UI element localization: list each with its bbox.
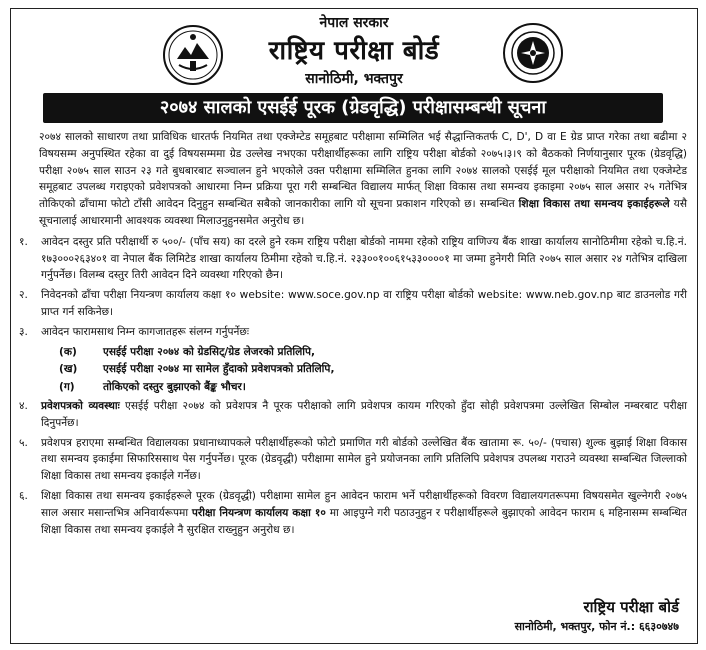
list-item-4 — [19, 398, 687, 432]
attachment-item-kha — [59, 361, 687, 378]
intro-paragraph — [39, 129, 687, 230]
item-bold: परीक्षा नियन्त्रण कार्यालय कक्षा १० — [191, 506, 326, 519]
attachment-item-ka — [59, 344, 687, 361]
item-number: ५. — [19, 436, 28, 449]
item-number: २. — [19, 289, 28, 302]
board-location: सानोठिमी, भक्तपुर — [305, 71, 403, 87]
notice-title-banner: २०७४ सालको एसईई पूरक (ग्रेडवृद्धि) परीक्षासम्बन्धी सूचना — [43, 93, 663, 123]
attachment-text: एसईई परीक्षा २०७४ को ग्रेडसिट्/ग्रेड लेजरको प्रतिलिपि, — [103, 345, 316, 358]
list-item-6 — [19, 488, 687, 538]
item-text: निवेदनको ढाँचा परीक्षा नियन्त्रण कार्यालय कक्षा १० website: www.soce.gov.np वा राष्ट्रिय परीक्षा बोर्डको website: www.neb.gov.np बाट डाउनलोड गरी प्राप्त गर्न सकिनेछ। — [41, 289, 687, 318]
item-number: ६. — [19, 489, 28, 502]
notice-body — [19, 129, 687, 541]
item-number: ३. — [19, 325, 28, 338]
item-number: ४. — [19, 399, 28, 412]
government-label: नेपाल सरकार — [319, 15, 389, 31]
attachment-text: तोकिएको दस्तुर बुझाएको बैंङ्क भौचर। — [103, 381, 246, 394]
item-text — [41, 488, 687, 538]
attachment-label: (ख) — [59, 363, 78, 376]
intro-bold: शिक्षा विकास तथा समन्वय इकाईहरूले — [518, 198, 670, 211]
list-item-2 — [19, 287, 687, 321]
item-text: आवेदन दस्तुर प्रति परीक्षार्थी रु ५००/- (पाँच सय) का दरले हुने रकम राष्ट्रिय परीक्षा बोर्डको नाममा रहेको राष्ट्रिय वाणिज्य बैंक शाखा कार्यालय सानोठिमीमा रहेको च.हि.नं. १७३०००२६३४०१ वा नेपाल बैंक लिमिटेड शाखा कार्यालय ठिमीमा रहेको च.हि.नं. २३३००१००६१५३३००००१ मा जम्मा हुनेगरी मिति २०७५ साल असार २४ गतेभित्र दाखिला गर्नुपर्नेछ। विलम्ब दस्तुर तिरी आवेदन दिने व्यवस्था गरिएको छैन। — [41, 235, 687, 282]
item-body-1: शिक्षा विकास तथा समन्वय इकाईहरूले पूरक (ग्रेडवृद्धी) परीक्षामा सामेल हुन आवेदन फाराम भर्ने परीक्षार्थीहरूको विवरण विद्यालयगतरूपमा विषयसमेत खुल्नेगरी २०७५ साल असार मसान्तभित्र अनिवार्यरूपमा — [41, 489, 687, 519]
item-body: एसईई परीक्षा २०७४ को प्रवेशपत्र नै पूरक परीक्षाको लागि प्रवेशपत्र कायम गरिएको हुँदा सोही प्रवेशपत्रमा उल्लेखित सिम्बोल नम्बरबाट परीक्षा दिनुपर्नेछ। — [41, 399, 687, 429]
item-text — [41, 398, 687, 432]
footer-board-name: राष्ट्रिय परीक्षा बोर्ड — [583, 598, 679, 616]
item-text: आवेदन फारामसाथ निम्न कागजातहरू संलग्न गर्नुपर्नेछः — [41, 325, 249, 338]
attachment-item-ga — [59, 379, 687, 396]
attachment-label: (क) — [59, 345, 77, 358]
footer-address: सानोठिमी, भक्तपुर, फोन नं.: ६६३०७४७ — [514, 620, 679, 633]
list-item-5 — [19, 435, 687, 485]
intro-text-1: २०७४ सालको साधारण तथा प्राविधिक धारतर्फ नियमित तथा एक्जेम्टेड समूहबाट परीक्षामा सम्मिलित भई सैद्धान्तिकतर्फ C, D', D वा E ग्रेड प्राप्त गरेका तथा बढीमा २ विषयसम्म अनुपस्थित रहेका वा दुई विषयसम्ममा ग्रेड उल्लेख नभएका परीक्षार्थीहरूका लागि राष्ट्रिय परीक्षा बोर्डको २०७५।३।९ को बैठकको निर्णयानुसार पूरक (ग्रेडवृद्धि) परीक्षा २०७५ साल साउन २३ गते बुधबारबाट सञ्चालन हुने भएकोले उक्त परीक्षामा सम्मिलित हुनका लागि २०७४ सालको एसईई मूल परीक्षाको नियमित तथा एक्जेम्टेड समूहबाट उपलब्ध गराइएको प्रवेशपत्रको आधारमा निम्न प्रक्रिया पूरा गरी सम्बन्धित विद्यालय मार्फत् शिक्षा विकास तथा समन्वय इकाइमा २०७५ साल असार २५ गतेभित्र तोकिएको ढाँचामा फोटो टाँसी आवेदन दिनुहुन सम्बन्धित सबैको जानकारीका लागि यो सूचना प्रकाशन गरिएको छ। सम्बन्धित — [39, 131, 687, 211]
attachment-label: (ग) — [59, 381, 75, 394]
board-title: राष्ट्रिय परीक्षा बोर्ड — [268, 36, 440, 66]
item-number: १. — [19, 235, 28, 248]
intro-text-2: यसै सूचनालाई आधारमानी आवश्यक व्यवस्था मिलाउनुहुनसमेत अनुरोध छ। — [39, 198, 687, 227]
item-bold: प्रवेशपत्रको व्यवस्थाः — [41, 399, 120, 412]
notice-page — [10, 8, 698, 644]
attachment-text: एसईई परीक्षा २०७४ मा सामेल हुँदाको प्रवेशपत्रको प्रतिलिपि, — [103, 363, 335, 376]
notice-footer — [515, 597, 679, 634]
item-text: प्रवेशपत्र हराएमा सम्बन्धित विद्यालयका प्रधानाध्यापकले परीक्षार्थीहरूको फोटो प्रमाणित गरी बोर्डको उल्लेखित बैंक खातामा रू. ५०/- (पचास) शुल्क बुझाई शिक्षा विकास तथा समन्वय इकाईमा सिफारिससाथ पेस गर्नुपर्नेछ। पूरक (ग्रेडवृद्धी) परीक्षामा सामेल हुने प्रयोजनका लागि प्रतिलिपि प्रवेशपत्र उपलब्ध गराउने व्यवस्था सम्बन्धित जिल्लाको शिक्षा विकास तथा समन्वय इकाईले गर्नेछ। — [41, 436, 687, 483]
notice-header — [11, 9, 697, 97]
list-item-1 — [19, 234, 687, 284]
item-body-2: मा आइपुग्ने गरी पठाउनुहुन र परीक्षार्थीहरूले बुझाएको आवेदन फाराम ६ महिनासम्म सम्बन्धित शिक्षा विकास तथा समन्वय इकाईले नै सुरक्षित राख्नुहुन अनुरोध छ। — [41, 506, 687, 536]
list-item-3 — [19, 324, 687, 341]
